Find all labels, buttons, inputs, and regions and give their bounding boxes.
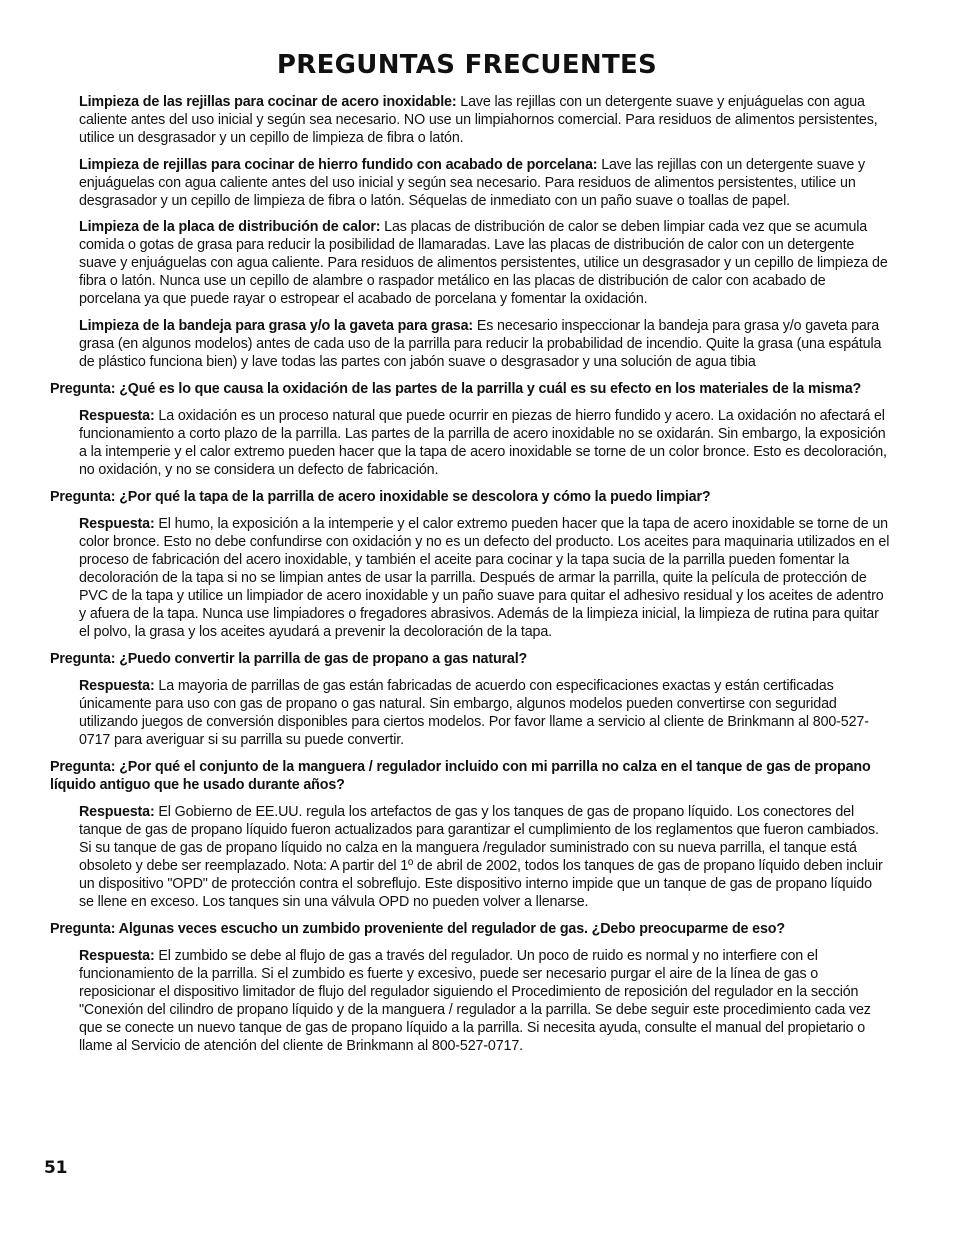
page-number: 51	[44, 1158, 68, 1178]
faq-answer-grease-tray	[79, 317, 890, 371]
faq-answer-oxidation	[79, 407, 890, 479]
faq-content	[50, 93, 890, 1055]
answer-body: Lave las rejillas con un detergente suave y enjuáguelas con agua caliente antes del uso inicial y según sea necesario. NO use un limpiahornos comercial. Para residuos de alimentos persistentes, utilice un desgrasador y un cepillo de limpieza de fibra o latón.	[79, 94, 878, 146]
answer-lead: Respuesta:	[79, 678, 155, 694]
page-title: PREGUNTAS FRECUENTES	[276, 50, 658, 80]
faq-answer-gas-conversion	[79, 677, 890, 749]
faq-answer-humming	[79, 947, 890, 1055]
faq-question-hose-regulator: Pregunta: ¿Por qué el conjunto de la manguera / regulador incluido con mi parrilla no calza en el tanque de gas de propano líquido antiguo que he usado durante años?	[50, 759, 871, 793]
answer-lead: Respuesta:	[79, 804, 155, 820]
faq-answer-cast-iron-grates	[79, 156, 890, 210]
answer-lead: Limpieza de la bandeja para grasa y/o la gaveta para grasa:	[79, 318, 474, 334]
answer-lead: Limpieza de rejillas para cocinar de hierro fundido con acabado de porcelana:	[79, 157, 598, 173]
faq-answer-hose-regulator	[79, 803, 890, 911]
faq-question-gas-conversion: Pregunta: ¿Puedo convertir la parrilla de gas de propano a gas natural?	[50, 651, 528, 667]
answer-lead: Limpieza de la placa de distribución de calor:	[79, 219, 381, 235]
answer-body: Las placas de distribución de calor se deben limpiar cada vez que se acumula comida o gotas de grasa para reducir la posibilidad de llamaradas. Lave las placas de distribución de calor con un detergente suave y enjuáguelas con agua caliente. Para residuos de alimentos persistentes, utilice un desgrasador y un cepillo de limpieza de fibra o latón. Nunca use un cepillo de alambre o raspador metálico en las placas de distribución de calor con acabado de porcelana ya que puede rayar o estropear el acabado de porcelana y fomentar la oxidación.	[79, 219, 888, 307]
faq-question-oxidation: Pregunta: ¿Qué es lo que causa la oxidación de las partes de la parrilla y cuál es su efecto en los materiales de la misma?	[50, 381, 862, 397]
faq-answer-discoloration	[79, 515, 890, 641]
answer-lead: Respuesta:	[79, 408, 155, 424]
answer-body: La mayoria de parrillas de gas están fabricadas de acuerdo con especificaciones exactas y están certificadas únicamente para uso con gas de propano o gas natural. Sin embargo, algunos modelos pueden convertirse con seguridad utilizando juegos de conversión disponibles para ciertos modelos. Por favor llame a servicio al cliente de Brinkmann al 800-527-0717 para averiguar si su parrilla su puede convertir.	[79, 678, 869, 748]
answer-body: La oxidación es un proceso natural que puede ocurrir en piezas de hierro fundido y acero. La oxidación no afectará el funcionamiento a corto plazo de la parrilla. Las partes de la parrilla de acero inoxidable no se oxidarán. Sin embargo, la exposición a la intemperie y el calor extremo pueden hacer que la tapa de acero inoxidable se torne de un color bronce. Esto es decoloración, no oxidación, y no se considera un defecto de fabricación.	[79, 408, 887, 478]
faq-question-discoloration: Pregunta: ¿Por qué la tapa de la parrilla de acero inoxidable se descolora y cómo la puedo limpiar?	[50, 489, 711, 505]
faq-answer-stainless-grates	[79, 93, 890, 147]
answer-body: Es necesario inspeccionar la bandeja para grasa y/o gaveta para grasa (en algunos modelos) antes de cada uso de la parrilla para reducir la probabilidad de incendio. Quite la grasa (una espátula de plástico funciona bien) y lave todas las partes con jabón suave o desgrasador y una solución de agua tibia	[79, 318, 882, 370]
answer-body: Lave las rejillas con un detergente suave y enjuáguelas con agua caliente antes del uso inicial y según sea necesario. Para residuos de alimentos persistentes, utilice un desgrasador y un cepillo de limpieza de fibra o latón. Séquelas de inmediato con un paño suave o toallas de papel.	[79, 157, 865, 209]
answer-lead: Respuesta:	[79, 516, 155, 532]
answer-body: El Gobierno de EE.UU. regula los artefactos de gas y los tanques de gas de propano líquido. Los conectores del tanque de gas de propano líquido fueron actualizados para garantizar el cumplimiento de los reglamentos que fueron cambiados. Si su tanque de gas de propano líquido no calza en la manguera /regulador suministrado con su nueva parrilla, el tanque está obsoleto y debe ser reemplazado. Nota: A partir del 1º de abril de 2002, todos los tanques de gas de propano líquido deben incluir un dispositivo "OPD" de protección contra el sobreflujo. Este dispositivo interno impide que un tanque de gas de propano líquido se llene en exceso. Los tanques sin una válvula OPD no pueden volver a llenarse.	[79, 804, 883, 910]
faq-question-humming: Pregunta: Algunas veces escucho un zumbido proveniente del regulador de gas. ¿Debo preocuparme de eso?	[50, 921, 785, 937]
faq-answer-heat-plate	[79, 218, 890, 308]
answer-body: El humo, la exposición a la intemperie y el calor extremo pueden hacer que la tapa de acero inoxidable se torne de un color bronce. Esto no debe confundirse con oxidación y no es un defecto del producto. Los aceites para maquinaria utilizados en el proceso de fabricación del acero inoxidable, y también el aceite para cocinar y la tapa sucia de la parrilla pueden fomentar la decoloración de la tapa si no se limpian antes de usar la parrilla. Después de armar la parrilla, quite la película de protección de PVC de la tapa y utilice un limpiador de acero inoxidable y un paño suave para quitar el adhesivo residual y los aceites de adentro y afuera de la tapa. Nunca use limpiadores o fregadores abrasivos. Además de la limpieza inicial, la limpieza de rutina para quitar el polvo, la grasa y los aceites ayudará a prevenir la decoloración de la tapa.	[79, 516, 890, 640]
answer-lead: Respuesta:	[79, 948, 155, 964]
answer-lead: Limpieza de las rejillas para cocinar de acero inoxidable:	[79, 94, 457, 110]
answer-body: El zumbido se debe al flujo de gas a través del regulador. Un poco de ruido es normal y no interfiere con el funcionamiento de la parrilla. Si el zumbido es fuerte y excesivo, puede ser necesario purgar el aire de la línea de gas o reposicionar el dispositivo limitador de flujo del regulador siguiendo el Procedimiento de reposición del regulador en la sección "Conexión del cilindro de propano líquido y de la manguera / regulador a la parrilla. Se debe seguir este procedimiento cada vez que se conecte un nuevo tanque de gas de propano líquido a la parrilla. Si necesita ayuda, consulte el manual del propietario o llame al Servicio de atención del cliente de Brinkmann al 800-527-0717.	[79, 948, 871, 1054]
